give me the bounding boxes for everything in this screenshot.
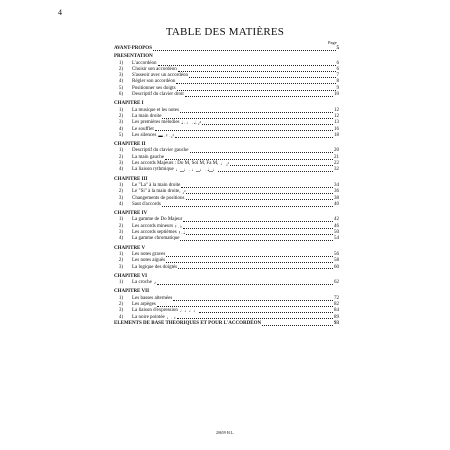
dot-leader bbox=[178, 268, 333, 269]
toc-entry-number: 3) bbox=[118, 161, 123, 167]
toc-page-number: 21 bbox=[334, 154, 339, 160]
toc-page-number: 12 bbox=[334, 107, 339, 113]
music-notation-icon: 𝄽 . ♭ bbox=[175, 223, 182, 229]
dot-leader bbox=[180, 112, 333, 113]
toc-top-entry bbox=[114, 321, 339, 327]
dot-leader bbox=[176, 83, 335, 84]
toc-entry-label: Les accords septièmes bbox=[132, 230, 177, 236]
toc-entry-label: Descriptif du clavier droit bbox=[132, 92, 184, 98]
toc-page-number: 58 bbox=[334, 258, 339, 264]
toc-entry-label: Descriptif du clavier gauche bbox=[132, 148, 189, 154]
toc-entry bbox=[114, 265, 339, 271]
toc-page-number: 22 bbox=[334, 161, 339, 167]
toc-entry-label: La croche bbox=[132, 280, 152, 286]
dot-leader bbox=[183, 228, 333, 229]
toc-page-number: 5 bbox=[336, 46, 339, 51]
music-notation-icon: ♩. ♪ bbox=[166, 314, 176, 320]
music-notation-icon: ♩ ₄² bbox=[220, 161, 229, 167]
toc-entry-number: 3) bbox=[118, 264, 123, 270]
toc-page-number: 9 bbox=[336, 85, 339, 91]
toc-entry-number: 2) bbox=[118, 223, 123, 229]
toc-page-number: 40 bbox=[334, 201, 339, 207]
toc-entry bbox=[114, 133, 339, 139]
toc-page-number: 6 bbox=[336, 66, 339, 72]
toc-page-number: 60 bbox=[334, 264, 339, 270]
toc-entry-label: S'asseoir avec un accordéon bbox=[132, 73, 189, 79]
toc-section-heading: PRESENTATION bbox=[114, 54, 153, 60]
dot-leader bbox=[185, 96, 333, 97]
music-notation-icon: 𝄽 . 𝅗𝅥 bbox=[178, 230, 185, 236]
toc-entry-label: Les silences bbox=[132, 132, 157, 138]
toc-entry-label: Les basses alternées bbox=[132, 295, 173, 301]
dot-leader bbox=[177, 318, 333, 319]
toc-entry-number: 5) bbox=[118, 132, 123, 138]
page-title: TABLE DES MATIÈRES bbox=[165, 26, 285, 38]
toc-entry-label: Les accords Majeurs : Do M, Sol M, Fa M, bbox=[132, 161, 219, 167]
dot-leader bbox=[158, 65, 336, 66]
toc-entry-label: Le "La" à la main droite bbox=[132, 182, 181, 188]
toc-page-number: 46 bbox=[334, 223, 339, 229]
dot-leader bbox=[202, 124, 333, 125]
music-notation-icon: ♩♩♩♩ bbox=[179, 308, 198, 314]
toc-page-number: 42 bbox=[334, 217, 339, 223]
dot-leader bbox=[178, 71, 336, 72]
dot-leader bbox=[186, 234, 333, 235]
toc-page-number: 38 bbox=[334, 195, 339, 201]
toc-entry-number: 2) bbox=[118, 301, 123, 307]
toc-entry bbox=[114, 280, 339, 286]
toc-page-number: 8 bbox=[336, 79, 339, 85]
dot-leader bbox=[181, 187, 333, 188]
dot-leader bbox=[157, 284, 333, 285]
toc-entry-label: Les notes graves bbox=[132, 251, 166, 257]
toc-entry-label: La main droite bbox=[132, 113, 162, 119]
toc-page-number: 89 bbox=[334, 314, 339, 320]
toc-entry-number: 1) bbox=[118, 295, 123, 301]
toc-entry bbox=[114, 92, 339, 98]
toc-page-number: 10 bbox=[334, 92, 339, 98]
toc-entry-number: 3) bbox=[118, 73, 123, 79]
toc-page-number: 62 bbox=[334, 280, 339, 286]
dot-leader bbox=[199, 312, 333, 313]
dot-leader bbox=[166, 256, 333, 257]
toc-entry-label: Positionner ses doigts bbox=[132, 85, 176, 91]
toc-entry-number: 3) bbox=[118, 308, 123, 314]
dot-leader bbox=[175, 137, 333, 138]
toc-entry-label: La gamme de Do Majeur bbox=[132, 217, 183, 223]
dot-leader bbox=[155, 130, 333, 131]
dot-leader bbox=[183, 221, 333, 222]
toc-entry-label: Les accords mineurs bbox=[132, 223, 174, 229]
dot-leader bbox=[186, 193, 333, 194]
toc-entry-number: 3) bbox=[118, 230, 123, 236]
toc-entry-number: 1) bbox=[118, 148, 123, 154]
dot-leader bbox=[177, 90, 336, 91]
toc-entry bbox=[114, 167, 339, 173]
toc-page-number: 13 bbox=[334, 120, 339, 126]
toc-page-number: 56 bbox=[334, 251, 339, 257]
toc-page-number: 54 bbox=[334, 236, 339, 242]
toc-entry-label: La main gauche bbox=[132, 154, 164, 160]
dot-leader bbox=[153, 50, 336, 51]
toc-page-number: 82 bbox=[334, 301, 339, 307]
dot-leader bbox=[230, 165, 333, 166]
toc-section-heading: CHAPITRE III bbox=[114, 176, 148, 182]
toc-section-heading: CHAPITRE IV bbox=[114, 211, 148, 217]
toc-entry-number: 1) bbox=[118, 182, 123, 188]
toc-entry bbox=[114, 236, 339, 242]
toc-section-heading: CHAPITRE VII bbox=[114, 289, 150, 295]
toc-entry-label: Choisir son accordéon bbox=[132, 66, 177, 72]
toc-entry-number: 2) bbox=[118, 113, 123, 119]
toc-entry-number: 2) bbox=[118, 66, 123, 72]
toc-page-number: 6 bbox=[336, 60, 339, 66]
dot-leader bbox=[162, 206, 333, 207]
table-of-contents bbox=[114, 46, 339, 327]
toc-page-number: 12 bbox=[334, 113, 339, 119]
toc-entry-number: 4) bbox=[118, 236, 123, 242]
toc-entry-label: ELEMENTS DE BASE THEORIQUES ET POUR L'ACCORDÉON bbox=[114, 320, 262, 326]
toc-entry-number: 1) bbox=[118, 60, 123, 66]
dot-leader bbox=[166, 262, 333, 263]
toc-entry-number: 4) bbox=[118, 79, 123, 85]
toc-page-number: 16 bbox=[334, 126, 339, 132]
dot-leader bbox=[173, 300, 333, 301]
dot-leader bbox=[157, 306, 333, 307]
toc-page-number: 18 bbox=[334, 132, 339, 138]
toc-page-number: 50 bbox=[334, 230, 339, 236]
toc-entry-number: 2) bbox=[118, 189, 123, 195]
toc-entry-label: Les arpèges bbox=[132, 301, 156, 307]
toc-entry-number: 4) bbox=[118, 126, 123, 132]
toc-page-number: 36 bbox=[334, 189, 339, 195]
music-notation-icon: 𝅗𝅥 . ♩ . 𝅗𝅥. ₄⁴ bbox=[181, 120, 201, 126]
toc-entry-number: 4) bbox=[118, 167, 123, 173]
music-notation-icon: ♪ bbox=[153, 280, 157, 286]
toc-entry-number: 6) bbox=[118, 92, 123, 98]
toc-entry-number: 1) bbox=[118, 280, 123, 286]
toc-entry-label: Le soufflet bbox=[132, 126, 154, 132]
dot-leader bbox=[189, 77, 335, 78]
toc-entry-label: Le "Si" à la main droite, bbox=[132, 189, 181, 195]
music-notation-icon: ₄² bbox=[182, 189, 186, 195]
toc-section-heading: CHAPITRE II bbox=[114, 142, 146, 148]
dot-leader bbox=[262, 325, 333, 326]
toc-page-number: 72 bbox=[334, 295, 339, 301]
music-notation-icon: ▬ . 𝄽 . ₄³ bbox=[158, 132, 174, 138]
dot-leader bbox=[165, 159, 333, 160]
toc-page-number: 34 bbox=[334, 182, 339, 188]
toc-entry-label: La liaison rythmique bbox=[132, 167, 174, 173]
toc-entry-label: Changements de positions bbox=[132, 195, 185, 201]
toc-entry-label: L'accordéon bbox=[132, 60, 157, 66]
toc-entry-label: Les premières mélodies bbox=[132, 120, 180, 126]
toc-page-number: 93 bbox=[334, 320, 339, 326]
dot-leader bbox=[162, 118, 333, 119]
toc-entry-label: Saut d'accords bbox=[132, 201, 161, 207]
toc-entry-label: Régler son accordéon bbox=[132, 79, 176, 85]
page-column-label: Page bbox=[328, 40, 337, 45]
toc-entry-number: 4) bbox=[118, 314, 123, 320]
toc-entry-label: Les notes aiguës bbox=[132, 258, 166, 264]
page-number: 4 bbox=[58, 8, 62, 17]
toc-page-number: 7 bbox=[336, 73, 339, 79]
toc-section-heading: CHAPITRE VI bbox=[114, 273, 148, 279]
dot-leader bbox=[186, 199, 334, 200]
toc-entry-label: AVANT-PROPOS bbox=[114, 46, 152, 51]
footer-reference: 20659 H.L. bbox=[215, 430, 235, 435]
toc-page-number: 32 bbox=[334, 167, 339, 173]
toc-section-heading: CHAPITRE I bbox=[114, 101, 144, 107]
toc-entry-number: 3) bbox=[118, 195, 123, 201]
toc-entry-number: 2) bbox=[118, 154, 123, 160]
dot-leader bbox=[218, 171, 333, 172]
toc-entry-number: 1) bbox=[118, 251, 123, 257]
toc-entry bbox=[114, 202, 339, 208]
toc-entry-number: 1) bbox=[118, 217, 123, 223]
toc-entry-number: 5) bbox=[118, 85, 123, 91]
toc-top-entry bbox=[114, 46, 339, 52]
toc-entry-label: La logique des doigtés bbox=[132, 264, 178, 270]
dot-leader bbox=[180, 240, 333, 241]
toc-page-number: 20 bbox=[334, 148, 339, 154]
toc-page-number: 84 bbox=[334, 308, 339, 314]
toc-section-heading: CHAPITRE V bbox=[114, 245, 146, 251]
toc-entry-number: 2) bbox=[118, 258, 123, 264]
toc-entry-label: La musique et les notes bbox=[132, 107, 179, 113]
toc-entry-number: 3) bbox=[118, 120, 123, 126]
music-notation-icon: ♩‿♩ . ♩‿♩ . 𝅗𝅥‿♩ bbox=[175, 167, 218, 173]
toc-entry-label: La noire pointée bbox=[132, 314, 165, 320]
toc-entry-number: 1) bbox=[118, 107, 123, 113]
toc-entry-label: La gamme chromatique bbox=[132, 236, 180, 242]
toc-entry-number: 4) bbox=[118, 201, 123, 207]
toc-entry-label: La liaison d'expression bbox=[132, 308, 178, 314]
dot-leader bbox=[190, 152, 333, 153]
